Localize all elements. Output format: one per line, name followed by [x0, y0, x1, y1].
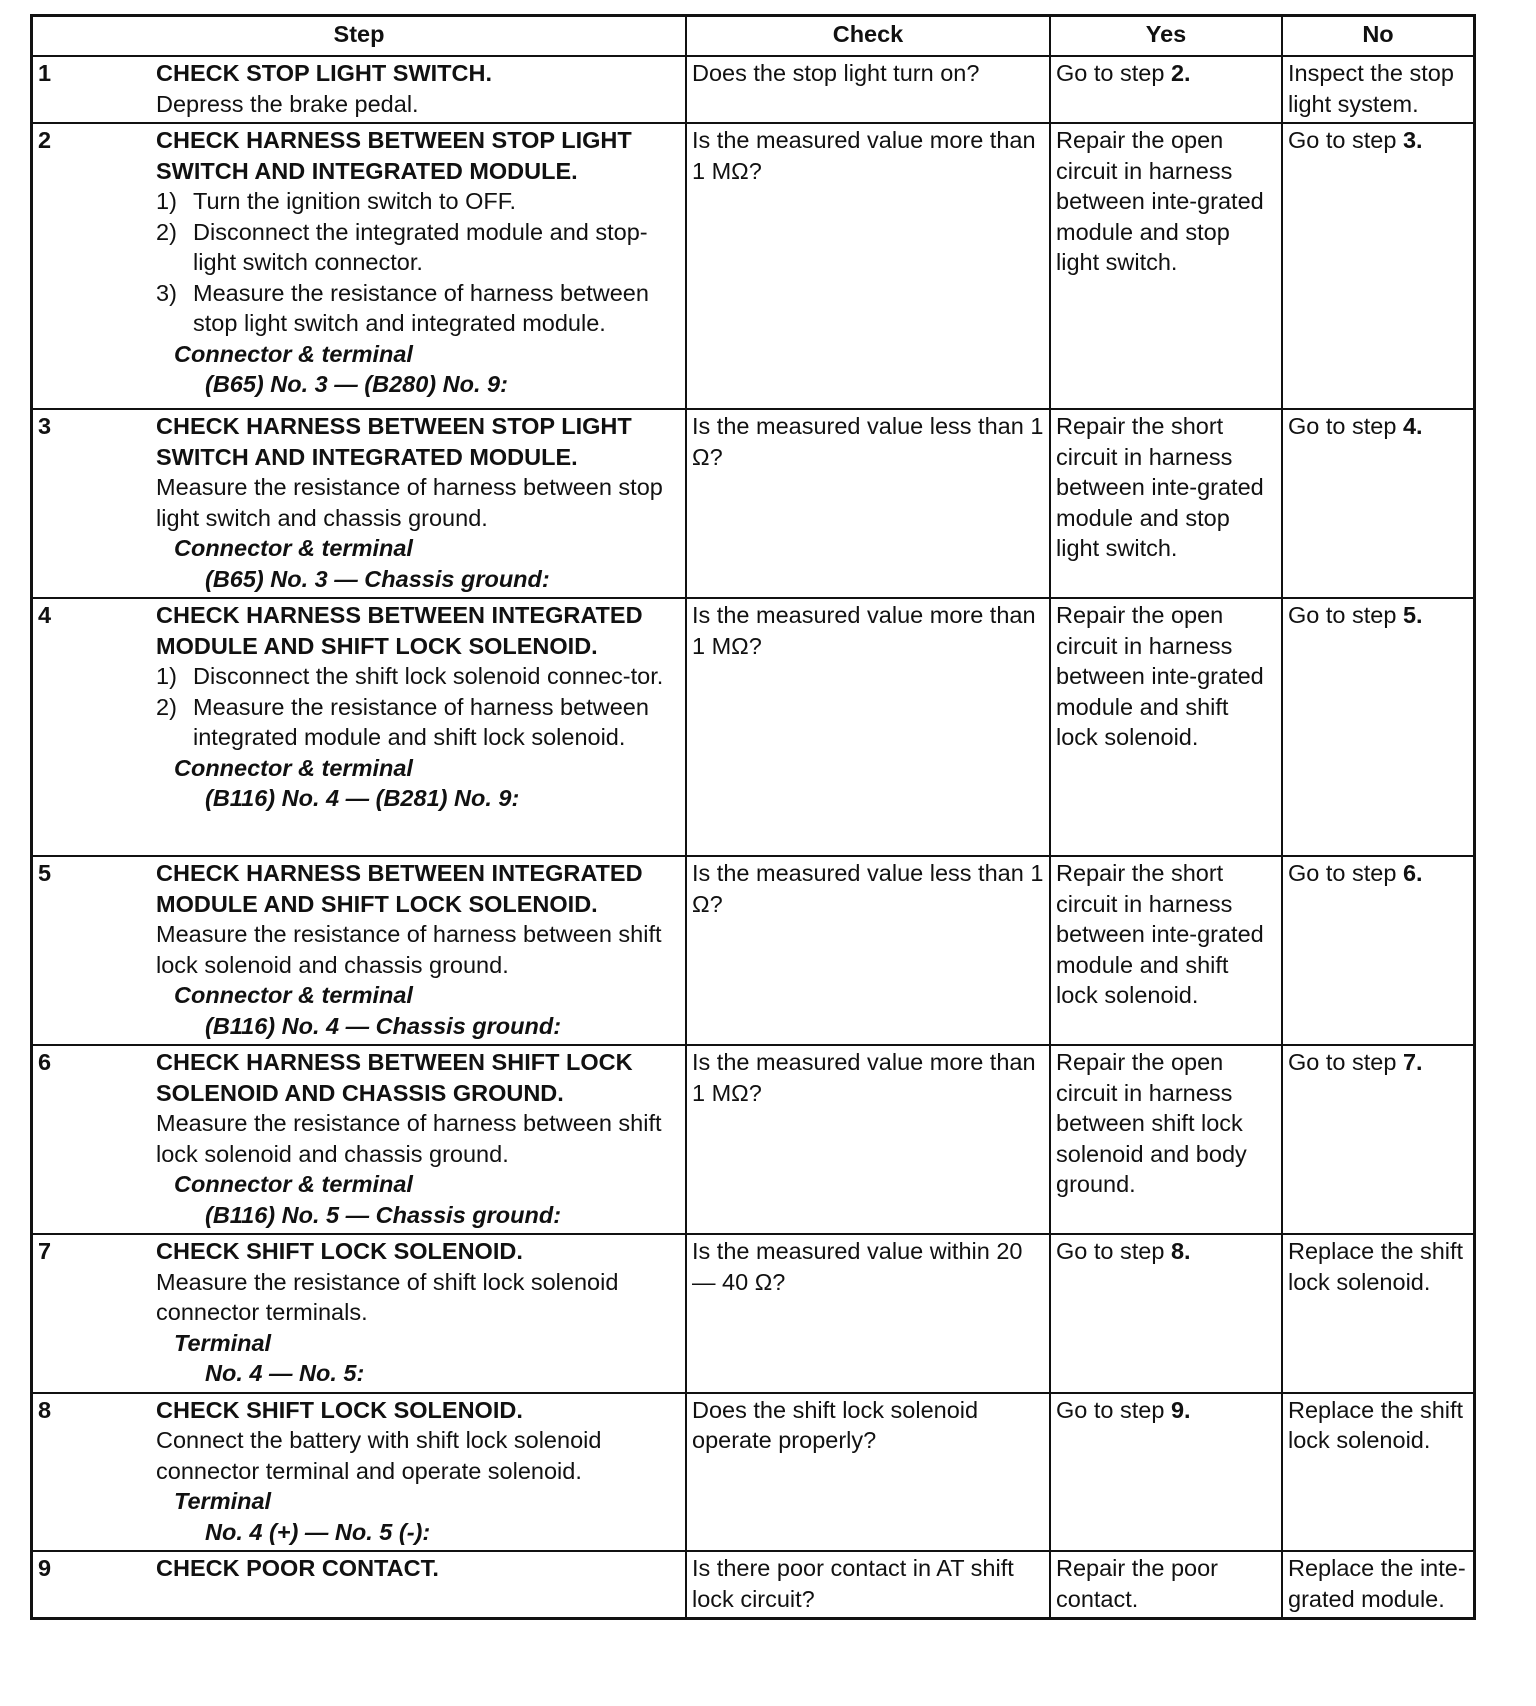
no-cell [1282, 123, 1475, 409]
substep-number: 2) [156, 218, 177, 245]
no-text: Go to step [1288, 860, 1397, 886]
header-yes: Yes [1050, 16, 1282, 57]
step-description: Measure the resistance of harness between stop light switch and chassis ground. [156, 474, 663, 531]
step-cell [32, 1393, 687, 1552]
yes-text: Repair the open circuit in harness between inte-grated module and stop light switch. [1056, 127, 1264, 275]
no-step: 4. [1402, 413, 1423, 439]
yes-text: Go to step [1056, 60, 1165, 86]
substep-text: Disconnect the shift lock solenoid connec-tor. [193, 663, 664, 689]
step-cell [32, 123, 687, 409]
no-step: 7. [1402, 1049, 1423, 1075]
step-number: 4 [38, 602, 52, 628]
no-cell [1282, 1234, 1475, 1393]
check-cell: Is the measured value more than 1 MΩ? [686, 598, 1050, 856]
substep-text: Disconnect the integrated module and stop-light switch connector. [193, 218, 648, 275]
yes-step: 9. [1170, 1396, 1191, 1423]
step-title: CHECK POOR CONTACT. [156, 1555, 439, 1581]
step-title: CHECK HARNESS BETWEEN STOP LIGHT SWITCH AND INTEGRATED MODULE. [156, 127, 632, 184]
step-title: CHECK SHIFT LOCK SOLENOID. [156, 1238, 523, 1264]
step-title: CHECK HARNESS BETWEEN INTEGRATED MODULE AND SHIFT LOCK SOLENOID. [156, 860, 643, 917]
substep [156, 278, 680, 339]
yes-text: Repair the poor contact. [1056, 1555, 1218, 1612]
no-text: Replace the inte-grated module. [1288, 1555, 1466, 1612]
yes-text: Repair the open circuit in harness between shift lock solenoid and body ground. [1056, 1049, 1247, 1197]
table-row [32, 1551, 1475, 1619]
table-row [32, 1393, 1475, 1552]
check-cell: Is the measured value more than 1 MΩ? [686, 123, 1050, 409]
table-row [32, 598, 1475, 856]
no-step: 6. [1402, 860, 1423, 886]
step-title: CHECK HARNESS BETWEEN INTEGRATED MODULE AND SHIFT LOCK SOLENOID. [156, 602, 643, 659]
connector-terminal-label: Connector & terminal [174, 535, 413, 561]
yes-cell [1050, 1393, 1282, 1552]
step-number: 1 [38, 60, 52, 86]
yes-cell [1050, 598, 1282, 856]
step-description: Connect the battery with shift lock solenoid connector terminal and operate solenoid. [156, 1427, 602, 1484]
substep-number: 1) [156, 663, 177, 689]
step-description: Depress the brake pedal. [156, 90, 419, 117]
yes-cell [1050, 56, 1282, 123]
substep-number: 1) [156, 188, 177, 214]
no-text: Go to step [1288, 1049, 1397, 1075]
connector-terminal-label: Connector & terminal [174, 340, 413, 367]
table-row [32, 1234, 1475, 1393]
step-title: CHECK SHIFT LOCK SOLENOID. [156, 1396, 523, 1423]
connector-terminal-value: No. 4 (+) — No. 5 (-): [205, 1518, 431, 1545]
yes-cell [1050, 1045, 1282, 1234]
yes-cell [1050, 123, 1282, 409]
step-description: Measure the resistance of harness between shift lock solenoid and chassis ground. [156, 1110, 662, 1167]
step-cell [32, 1045, 687, 1234]
header-no: No [1282, 16, 1475, 57]
no-cell [1282, 56, 1475, 123]
substep [156, 692, 680, 753]
yes-text: Go to step [1056, 1238, 1165, 1264]
connector-terminal-value: (B116) No. 4 — (B281) No. 9: [205, 785, 520, 811]
step-description: Measure the resistance of shift lock solenoid connector terminals. [156, 1268, 619, 1325]
substep [156, 186, 680, 217]
step-number: 7 [38, 1238, 52, 1264]
header-step: Step [32, 16, 687, 57]
connector-terminal-label: Connector & terminal [174, 982, 413, 1008]
step-title: CHECK STOP LIGHT SWITCH. [156, 60, 492, 86]
yes-step: 2. [1170, 60, 1191, 86]
header-check: Check [686, 16, 1050, 57]
step-cell [32, 1551, 687, 1619]
substep-text: Measure the resistance of harness between integrated module and shift lock solenoid. [193, 693, 649, 750]
step-number: 2 [38, 127, 52, 153]
check-cell: Does the shift lock solenoid operate properly? [686, 1393, 1050, 1552]
table-row [32, 856, 1475, 1045]
no-step: 5. [1402, 602, 1423, 628]
header-row [32, 16, 1475, 57]
step-number: 9 [38, 1555, 52, 1581]
connector-terminal-value: (B116) No. 5 — Chassis ground: [205, 1201, 562, 1228]
substep-text: Measure the resistance of harness between stop light switch and integrated module. [193, 279, 649, 336]
no-text: Go to step [1288, 127, 1397, 153]
yes-text: Repair the short circuit in harness between inte-grated module and shift lock solenoid. [1056, 860, 1264, 1008]
connector-terminal-value: (B65) No. 3 — (B280) No. 9: [205, 371, 508, 397]
check-cell: Is the measured value less than 1 Ω? [686, 856, 1050, 1045]
connector-terminal-value: No. 4 — No. 5: [205, 1360, 365, 1386]
no-cell [1282, 1393, 1475, 1552]
no-text: Replace the shift lock solenoid. [1288, 1396, 1464, 1453]
check-cell: Is the measured value more than 1 MΩ? [686, 1045, 1050, 1234]
yes-cell [1050, 856, 1282, 1045]
connector-terminal-label: Connector & terminal [174, 754, 413, 781]
step-number: 5 [38, 860, 52, 886]
no-text: Go to step [1288, 602, 1397, 628]
step-number: 8 [38, 1396, 52, 1423]
substep [156, 217, 680, 278]
yes-text: Repair the open circuit in harness between inte-grated module and shift lock solenoid. [1056, 602, 1264, 750]
no-cell [1282, 409, 1475, 598]
connector-terminal-label: Terminal [174, 1488, 272, 1514]
no-cell [1282, 1551, 1475, 1619]
connector-terminal-label: Terminal [174, 1329, 272, 1356]
substep-number: 3) [156, 279, 177, 306]
check-cell: Is there poor contact in AT shift lock circuit? [686, 1551, 1050, 1619]
step-cell [32, 56, 687, 123]
table-row [32, 1045, 1475, 1234]
step-cell [32, 598, 687, 856]
yes-text: Go to step [1056, 1396, 1165, 1423]
check-cell: Is the measured value less than 1 Ω? [686, 409, 1050, 598]
no-cell [1282, 598, 1475, 856]
no-text: Inspect the stop light system. [1288, 60, 1454, 117]
step-title: CHECK HARNESS BETWEEN STOP LIGHT SWITCH AND INTEGRATED MODULE. [156, 413, 632, 470]
substep [156, 661, 680, 692]
step-cell [32, 409, 687, 598]
yes-cell [1050, 1551, 1282, 1619]
table-row [32, 123, 1475, 409]
no-text: Replace the shift lock solenoid. [1288, 1238, 1464, 1295]
yes-text: Repair the short circuit in harness between inte-grated module and stop light switch. [1056, 413, 1264, 561]
connector-terminal-label: Connector & terminal [174, 1171, 413, 1197]
no-cell [1282, 856, 1475, 1045]
yes-cell [1050, 1234, 1282, 1393]
step-cell [32, 856, 687, 1045]
table-row [32, 409, 1475, 598]
yes-step: 8. [1170, 1238, 1191, 1264]
yes-cell [1050, 409, 1282, 598]
no-text: Go to step [1288, 413, 1397, 439]
substep-text: Turn the ignition switch to OFF. [193, 188, 517, 214]
table-row [32, 56, 1475, 123]
connector-terminal-value: (B116) No. 4 — Chassis ground: [205, 1012, 562, 1039]
step-description: Measure the resistance of harness between shift lock solenoid and chassis ground. [156, 921, 662, 978]
check-cell: Is the measured value within 20 — 40 Ω? [686, 1234, 1050, 1393]
check-cell: Does the stop light turn on? [686, 56, 1050, 123]
connector-terminal-value: (B65) No. 3 — Chassis ground: [205, 565, 550, 592]
no-step: 3. [1402, 127, 1423, 153]
no-cell [1282, 1045, 1475, 1234]
substep-number: 2) [156, 693, 177, 720]
step-number: 3 [38, 413, 52, 439]
step-number: 6 [38, 1049, 52, 1075]
diagnostic-table [30, 14, 1476, 1620]
step-cell [32, 1234, 687, 1393]
step-title: CHECK HARNESS BETWEEN SHIFT LOCK SOLENOID AND CHASSIS GROUND. [156, 1049, 633, 1106]
